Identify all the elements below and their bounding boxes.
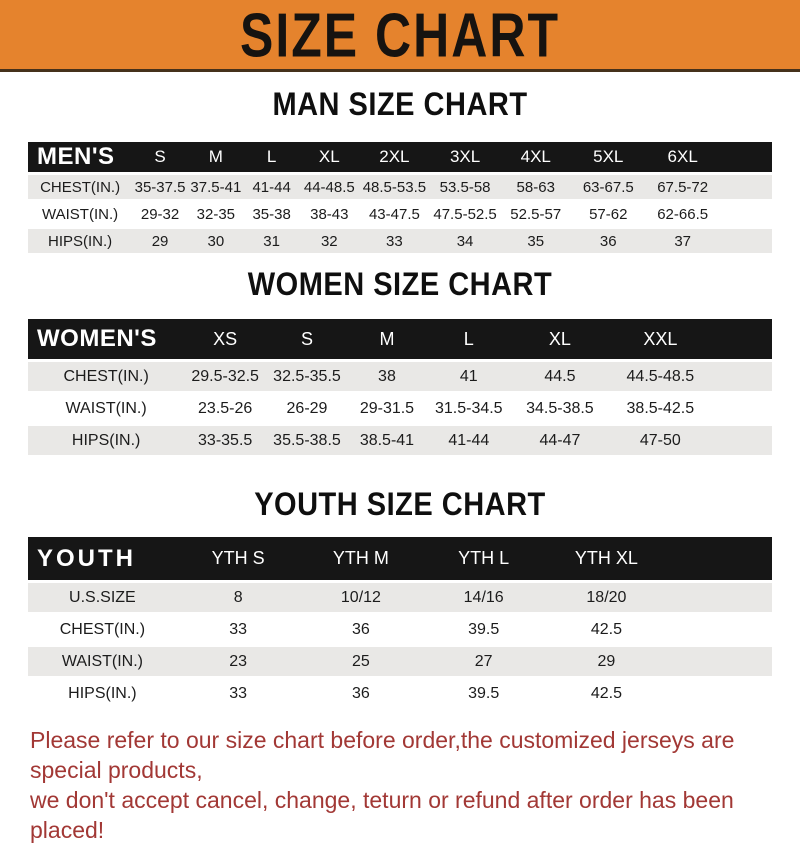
row-spacer [668, 679, 772, 708]
size-cell: 29 [545, 647, 668, 676]
size-cell: 36 [300, 615, 423, 644]
size-cell: 62-66.5 [645, 202, 719, 226]
size-cell: 14/16 [422, 583, 545, 612]
row-spacer [720, 229, 772, 253]
size-cell: 29.5-32.5 [184, 362, 266, 391]
size-cell: 32 [300, 229, 360, 253]
youth-hips-row [28, 679, 772, 708]
women-header-row [28, 319, 772, 359]
men-col-header: L [244, 142, 300, 172]
size-cell: 31 [244, 229, 300, 253]
row-spacer [668, 583, 772, 612]
size-cell: 29-31.5 [348, 394, 426, 423]
women-col-header: L [426, 319, 512, 359]
men-col-header: 4XL [500, 142, 571, 172]
size-cell: 42.5 [545, 679, 668, 708]
size-cell: 27 [422, 647, 545, 676]
men-chest-row [28, 175, 772, 199]
size-cell: 43-47.5 [359, 202, 430, 226]
size-cell: 34.5-38.5 [512, 394, 609, 423]
women-hips-row [28, 426, 772, 455]
size-cell: 26-29 [266, 394, 348, 423]
size-cell: 38 [348, 362, 426, 391]
size-cell: 36 [571, 229, 645, 253]
youth-size-section [0, 489, 800, 711]
men-col-header: 5XL [571, 142, 645, 172]
size-cell: 35 [500, 229, 571, 253]
women-size-table [28, 316, 772, 458]
row-label: HIPS(IN.) [28, 426, 184, 455]
banner-title: SIZE CHART [240, 0, 560, 70]
women-col-header: XXL [608, 319, 712, 359]
men-col-header: 2XL [359, 142, 430, 172]
size-cell: 10/12 [300, 583, 423, 612]
women-table-title: WOMEN'S [28, 319, 184, 359]
size-cell: 44-47 [512, 426, 609, 455]
row-label: HIPS(IN.) [28, 679, 177, 708]
row-spacer [712, 426, 772, 455]
men-header-spacer [720, 142, 772, 172]
women-col-header: M [348, 319, 426, 359]
size-cell: 18/20 [545, 583, 668, 612]
man-size-heading: MAN SIZE CHART [272, 87, 528, 123]
row-label: WAIST(IN.) [28, 647, 177, 676]
size-cell: 47.5-52.5 [430, 202, 501, 226]
youth-ussize-row [28, 583, 772, 612]
size-cell: 35-37.5 [132, 175, 188, 199]
row-spacer [668, 647, 772, 676]
row-label: CHEST(IN.) [28, 615, 177, 644]
row-spacer [712, 394, 772, 423]
size-cell: 33 [177, 679, 300, 708]
footer-note [30, 726, 800, 846]
size-cell: 37.5-41 [188, 175, 244, 199]
youth-col-header: YTH L [422, 537, 545, 580]
row-label: U.S.SIZE [28, 583, 177, 612]
women-header-spacer [712, 319, 772, 359]
youth-col-header: YTH XL [545, 537, 668, 580]
size-cell: 35-38 [244, 202, 300, 226]
size-cell: 41-44 [426, 426, 512, 455]
size-cell: 33-35.5 [184, 426, 266, 455]
size-cell: 29 [132, 229, 188, 253]
size-cell: 29-32 [132, 202, 188, 226]
man-size-section [0, 89, 800, 256]
men-col-header: 3XL [430, 142, 501, 172]
size-cell: 44.5 [512, 362, 609, 391]
size-cell: 58-63 [500, 175, 571, 199]
size-cell: 23.5-26 [184, 394, 266, 423]
row-label: CHEST(IN.) [28, 362, 184, 391]
youth-size-heading: YOUTH SIZE CHART [254, 487, 546, 523]
size-cell: 47-50 [608, 426, 712, 455]
men-col-header: S [132, 142, 188, 172]
women-waist-row [28, 394, 772, 423]
size-cell: 31.5-34.5 [426, 394, 512, 423]
women-col-header: S [266, 319, 348, 359]
men-header-row [28, 142, 772, 172]
size-cell: 48.5-53.5 [359, 175, 430, 199]
size-cell: 38.5-42.5 [608, 394, 712, 423]
size-cell: 35.5-38.5 [266, 426, 348, 455]
size-cell: 41 [426, 362, 512, 391]
size-cell: 38.5-41 [348, 426, 426, 455]
men-hips-row [28, 229, 772, 253]
size-cell: 32.5-35.5 [266, 362, 348, 391]
row-label: HIPS(IN.) [28, 229, 132, 253]
row-label: WAIST(IN.) [28, 394, 184, 423]
men-waist-row [28, 202, 772, 226]
size-cell: 52.5-57 [500, 202, 571, 226]
youth-size-table [28, 534, 772, 711]
youth-col-header: YTH M [300, 537, 423, 580]
size-cell: 37 [645, 229, 719, 253]
men-col-header: 6XL [645, 142, 719, 172]
size-cell: 33 [177, 615, 300, 644]
youth-chest-row [28, 615, 772, 644]
size-cell: 25 [300, 647, 423, 676]
size-cell: 44-48.5 [300, 175, 360, 199]
size-cell: 41-44 [244, 175, 300, 199]
row-label: WAIST(IN.) [28, 202, 132, 226]
size-cell: 57-62 [571, 202, 645, 226]
size-cell: 44.5-48.5 [608, 362, 712, 391]
size-cell: 39.5 [422, 679, 545, 708]
size-cell: 42.5 [545, 615, 668, 644]
size-cell: 33 [359, 229, 430, 253]
row-spacer [720, 175, 772, 199]
women-chest-row [28, 362, 772, 391]
youth-col-header: YTH S [177, 537, 300, 580]
size-cell: 23 [177, 647, 300, 676]
row-spacer [712, 362, 772, 391]
women-size-section [0, 269, 800, 458]
women-col-header: XL [512, 319, 609, 359]
size-cell: 36 [300, 679, 423, 708]
youth-waist-row [28, 647, 772, 676]
row-label: CHEST(IN.) [28, 175, 132, 199]
size-cell: 63-67.5 [571, 175, 645, 199]
note-line-1: Please refer to our size chart before order,the customized jerseys are special products, [30, 727, 735, 783]
size-cell: 38-43 [300, 202, 360, 226]
row-spacer [720, 202, 772, 226]
size-cell: 53.5-58 [430, 175, 501, 199]
size-cell: 39.5 [422, 615, 545, 644]
row-spacer [668, 615, 772, 644]
men-col-header: M [188, 142, 244, 172]
youth-header-spacer [668, 537, 772, 580]
size-cell: 34 [430, 229, 501, 253]
size-cell: 30 [188, 229, 244, 253]
youth-header-row [28, 537, 772, 580]
women-size-heading: WOMEN SIZE CHART [247, 267, 553, 303]
size-cell: 32-35 [188, 202, 244, 226]
size-cell: 8 [177, 583, 300, 612]
women-col-header: XS [184, 319, 266, 359]
men-col-header: XL [300, 142, 360, 172]
men-table-title: MEN'S [28, 142, 132, 172]
size-cell: 67.5-72 [645, 175, 719, 199]
youth-table-title: YOUTH [28, 537, 177, 580]
men-size-table [28, 139, 772, 256]
banner [0, 0, 800, 72]
note-line-2: we don't accept cancel, change, teturn or refund after order has been placed! [30, 786, 734, 843]
